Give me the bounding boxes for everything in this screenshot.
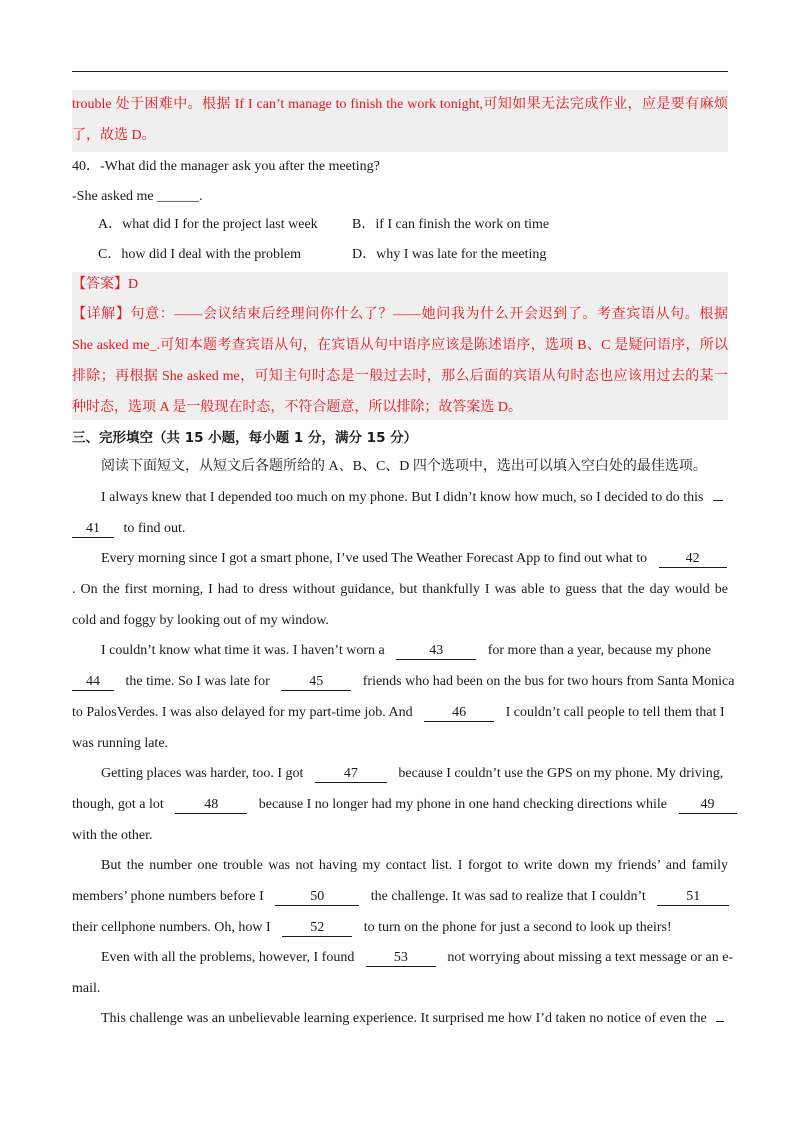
blank-53: 53: [366, 950, 436, 967]
p5-text-c1: their cellphone numbers. Oh, how I: [72, 920, 271, 935]
passage-p3-line1: [101, 641, 711, 661]
blank-44: 44: [72, 674, 114, 691]
q40-number: 40．: [72, 159, 100, 174]
blank-49: 49: [679, 797, 737, 814]
passage-p3-line4: was running late.: [72, 736, 169, 751]
section-3-instruction: 阅读下面短文，从短文后各题所给的 A、B、C、D 四个选项中，选出可以填入空白处的最佳选项。: [101, 459, 707, 474]
blank-43: 43: [396, 643, 476, 660]
passage-p1-line1: [101, 488, 723, 508]
answer-label: 【答案】: [72, 277, 128, 292]
passage-p3-line3: [72, 703, 725, 723]
q40-answer: [72, 275, 138, 295]
section-3-title: 三、完形填空（共 15 小题，每小题 1 分，满分 15 分）: [72, 430, 418, 446]
passage-p7-line1: [101, 1009, 724, 1029]
blank-52: 52: [282, 920, 352, 937]
p3-text-c1: to PalosVerdes. I was also delayed for my part-time job. And: [72, 705, 413, 720]
p5-text-b2: the challenge. It was sad to realize that I couldn’t: [370, 889, 646, 904]
passage-p6-line1: [101, 948, 733, 968]
passage-p5-line1: But the number one trouble was not having my contact list. I forgot to write down my friends’ and family: [101, 858, 728, 873]
p3-text-c2: I couldn’t call people to tell them that I: [505, 705, 725, 720]
detail-label: 【详解】: [72, 307, 131, 322]
passage-p4-line3: with the other.: [72, 828, 153, 843]
p5-text-c2: to turn on the phone for just a second to look up theirs!: [363, 920, 672, 935]
blank-45: 45: [281, 674, 351, 691]
answer-value: D: [128, 277, 139, 292]
q40-question: -What did the manager ask you after the meeting?: [100, 159, 380, 174]
q40-detail-line-1: [72, 305, 728, 325]
blank-42: 42: [659, 551, 727, 568]
p1-text-b: to find out.: [123, 521, 186, 536]
p6-text-a1: Even with all the problems, however, I found: [101, 950, 355, 965]
p3-text-a1: I couldn’t know what time it was. I haven’t worn a: [101, 643, 385, 658]
p6-text-a2: not worrying about missing a text message or an e-: [447, 950, 734, 965]
q40-option-a: A．what did I for the project last week: [98, 217, 318, 232]
q40-stem: [72, 157, 380, 177]
passage-p3-line2: [72, 672, 734, 692]
blank-41: 41: [72, 521, 114, 538]
passage-p2-line1: [101, 549, 727, 569]
blank-41-start: [713, 500, 723, 501]
passage-p5-line2: [72, 887, 729, 907]
p4-text-b2: because I no longer had my phone in one hand checking directions while: [258, 797, 667, 812]
blank-47: 47: [315, 766, 387, 783]
p3-text-b2: friends who had been on the bus for two hours from Santa Monica: [362, 674, 735, 689]
blank-51: 51: [657, 889, 729, 906]
passage-p6-line2: mail.: [72, 981, 101, 996]
passage-p4-line1: [101, 764, 723, 784]
p2-text-a: Every morning since I got a smart phone, I’ve used The Weather Forecast App to find out what to: [101, 551, 648, 566]
q40-detail-line-2: She asked me_.可知本题考查宾语从句，在宾语从句中语序应该是陈述语序，选项 B、C 是疑问语序，所以: [72, 338, 728, 353]
q40-detail-line-3: 排除；再根据 She asked me，可知主句时态是一般过去时，那么后面的宾语从句时态也应该用过去的某一: [72, 369, 728, 384]
p1-text-a: I always knew that I depended too much on my phone. But I didn’t know how much, so I decided to do this: [101, 490, 704, 505]
header-rule: [72, 71, 728, 72]
passage-p5-line3: [72, 918, 672, 938]
p4-text-b1: though, got a lot: [72, 797, 164, 812]
p7-text-a: This challenge was an unbelievable learning experience. It surprised me how I’d taken no notice of even the: [101, 1011, 707, 1026]
detail-text-1: 句意：——会议结束后经理问你什么了？——她问我为什么开会迟到了。考查宾语从句。根据: [130, 307, 729, 322]
blank-next-start: [716, 1021, 724, 1022]
passage-p2-line3: cold and foggy by looking out of my window.: [72, 613, 329, 628]
p4-text-a2: because I couldn’t use the GPS on my phone. My driving,: [398, 766, 724, 781]
passage-p1-line2: [72, 519, 185, 539]
passage-p2-line2: . On the first morning, I had to dress without guidance, but thankfully I was able to guess that the day would be: [72, 582, 728, 597]
passage-p4-line2: [72, 795, 737, 815]
p3-text-b1: the time. So I was late for: [125, 674, 270, 689]
q40-option-b: B．if I can finish the work on time: [352, 217, 550, 232]
blank-50: 50: [275, 889, 359, 906]
q40-detail-line-4: 种时态，选项 A 是一般现在时态，不符合题意，所以排除；故答案选 D。: [72, 400, 522, 415]
blank-46: 46: [424, 705, 494, 722]
prev-explanation-line-1: trouble 处于困难中。根据 If I can’t manage to finish the work tonight,可知如果无法完成作业，应是要有麻烦: [72, 97, 728, 112]
p4-text-a1: Getting places was harder, too. I got: [101, 766, 304, 781]
q40-option-c: C．how did I deal with the problem: [98, 247, 301, 262]
p5-text-b1: members’ phone numbers before I: [72, 889, 264, 904]
blank-48: 48: [175, 797, 247, 814]
q40-answer-line: -She asked me ______.: [72, 189, 203, 204]
prev-explanation-line-2: 了，故选 D。: [72, 128, 156, 143]
p3-text-a2: for more than a year, because my phone: [487, 643, 712, 658]
q40-option-d: D．why I was late for the meeting: [352, 247, 547, 262]
